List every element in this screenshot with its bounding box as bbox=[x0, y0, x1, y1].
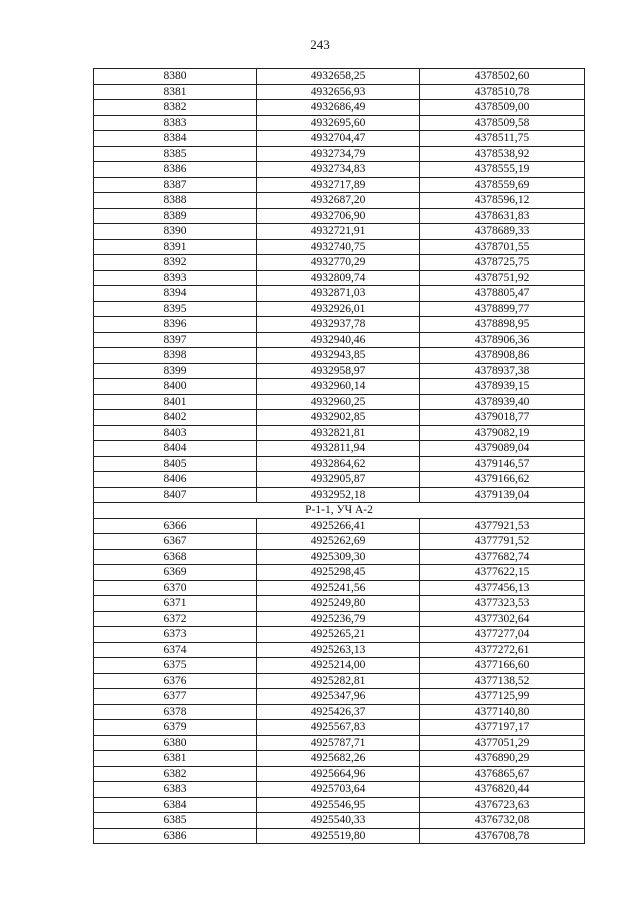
x-coordinate-cell: 4932656,93 bbox=[257, 84, 420, 100]
y-coordinate-cell: 4377125,99 bbox=[420, 689, 585, 705]
y-coordinate-cell: 4379146,57 bbox=[420, 456, 585, 472]
y-coordinate-cell: 4378631,83 bbox=[420, 208, 585, 224]
x-coordinate-cell: 4932937,78 bbox=[257, 317, 420, 333]
point-number-cell: 8394 bbox=[94, 286, 257, 302]
point-number-cell: 8387 bbox=[94, 177, 257, 193]
point-number-cell: 8392 bbox=[94, 255, 257, 271]
x-coordinate-cell: 4932721,91 bbox=[257, 224, 420, 240]
table-row bbox=[94, 348, 585, 364]
point-number-cell: 6378 bbox=[94, 704, 257, 720]
y-coordinate-cell: 4378689,33 bbox=[420, 224, 585, 240]
table-row bbox=[94, 797, 585, 813]
point-number-cell: 8390 bbox=[94, 224, 257, 240]
table-row bbox=[94, 239, 585, 255]
x-coordinate-cell: 4925266,41 bbox=[257, 518, 420, 534]
x-coordinate-cell: 4932687,20 bbox=[257, 193, 420, 209]
x-coordinate-cell: 4932740,75 bbox=[257, 239, 420, 255]
table-row bbox=[94, 301, 585, 317]
x-coordinate-cell: 4932905,87 bbox=[257, 472, 420, 488]
table-row bbox=[94, 193, 585, 209]
point-number-cell: 8401 bbox=[94, 394, 257, 410]
table-row bbox=[94, 456, 585, 472]
table-row bbox=[94, 100, 585, 116]
x-coordinate-cell: 4932734,79 bbox=[257, 146, 420, 162]
x-coordinate-cell: 4925249,80 bbox=[257, 596, 420, 612]
point-number-cell: 8384 bbox=[94, 131, 257, 147]
point-number-cell: 6379 bbox=[94, 720, 257, 736]
x-coordinate-cell: 4932952,18 bbox=[257, 487, 420, 503]
point-number-cell: 6372 bbox=[94, 611, 257, 627]
table-row bbox=[94, 146, 585, 162]
point-number-cell: 6380 bbox=[94, 735, 257, 751]
y-coordinate-cell: 4378937,38 bbox=[420, 363, 585, 379]
y-coordinate-cell: 4376723,63 bbox=[420, 797, 585, 813]
table-row bbox=[94, 441, 585, 457]
point-number-cell: 6384 bbox=[94, 797, 257, 813]
point-number-cell: 6371 bbox=[94, 596, 257, 612]
y-coordinate-cell: 4376732,08 bbox=[420, 813, 585, 829]
x-coordinate-cell: 4932902,85 bbox=[257, 410, 420, 426]
table-row bbox=[94, 704, 585, 720]
table-row bbox=[94, 286, 585, 302]
x-coordinate-cell: 4925703,64 bbox=[257, 782, 420, 798]
table-row bbox=[94, 69, 585, 85]
table-row bbox=[94, 642, 585, 658]
y-coordinate-cell: 4378899,77 bbox=[420, 301, 585, 317]
point-number-cell: 8389 bbox=[94, 208, 257, 224]
y-coordinate-cell: 4378511,75 bbox=[420, 131, 585, 147]
table-row bbox=[94, 549, 585, 565]
y-coordinate-cell: 4378502,60 bbox=[420, 69, 585, 85]
x-coordinate-cell: 4932706,90 bbox=[257, 208, 420, 224]
table-row bbox=[94, 673, 585, 689]
y-coordinate-cell: 4377197,17 bbox=[420, 720, 585, 736]
x-coordinate-cell: 4932926,01 bbox=[257, 301, 420, 317]
point-number-cell: 6368 bbox=[94, 549, 257, 565]
x-coordinate-cell: 4932809,74 bbox=[257, 270, 420, 286]
y-coordinate-cell: 4377682,74 bbox=[420, 549, 585, 565]
table-row bbox=[94, 270, 585, 286]
x-coordinate-cell: 4932770,29 bbox=[257, 255, 420, 271]
table-row bbox=[94, 394, 585, 410]
x-coordinate-cell: 4932695,60 bbox=[257, 115, 420, 131]
point-number-cell: 8405 bbox=[94, 456, 257, 472]
y-coordinate-cell: 4379082,19 bbox=[420, 425, 585, 441]
y-coordinate-cell: 4377323,53 bbox=[420, 596, 585, 612]
x-coordinate-cell: 4932958,97 bbox=[257, 363, 420, 379]
x-coordinate-cell: 4925309,30 bbox=[257, 549, 420, 565]
table-row bbox=[94, 813, 585, 829]
y-coordinate-cell: 4379139,04 bbox=[420, 487, 585, 503]
y-coordinate-cell: 4378509,00 bbox=[420, 100, 585, 116]
y-coordinate-cell: 4378908,86 bbox=[420, 348, 585, 364]
point-number-cell: 8386 bbox=[94, 162, 257, 178]
point-number-cell: 6383 bbox=[94, 782, 257, 798]
point-number-cell: 6366 bbox=[94, 518, 257, 534]
table-row bbox=[94, 689, 585, 705]
point-number-cell: 6377 bbox=[94, 689, 257, 705]
point-number-cell: 8391 bbox=[94, 239, 257, 255]
table-row bbox=[94, 332, 585, 348]
x-coordinate-cell: 4925426,37 bbox=[257, 704, 420, 720]
point-number-cell: 8380 bbox=[94, 69, 257, 85]
table-row bbox=[94, 177, 585, 193]
y-coordinate-cell: 4376865,67 bbox=[420, 766, 585, 782]
y-coordinate-cell: 4378725,75 bbox=[420, 255, 585, 271]
y-coordinate-cell: 4378538,92 bbox=[420, 146, 585, 162]
point-number-cell: 6385 bbox=[94, 813, 257, 829]
point-number-cell: 8395 bbox=[94, 301, 257, 317]
y-coordinate-cell: 4377166,60 bbox=[420, 658, 585, 674]
table-row bbox=[94, 208, 585, 224]
y-coordinate-cell: 4378510,78 bbox=[420, 84, 585, 100]
point-number-cell: 8385 bbox=[94, 146, 257, 162]
point-number-cell: 8403 bbox=[94, 425, 257, 441]
table-row bbox=[94, 751, 585, 767]
point-number-cell: 6369 bbox=[94, 565, 257, 581]
table-row bbox=[94, 580, 585, 596]
point-number-cell: 6374 bbox=[94, 642, 257, 658]
y-coordinate-cell: 4376820,44 bbox=[420, 782, 585, 798]
point-number-cell: 8381 bbox=[94, 84, 257, 100]
y-coordinate-cell: 4378898,95 bbox=[420, 317, 585, 333]
x-coordinate-cell: 4932686,49 bbox=[257, 100, 420, 116]
table-row bbox=[94, 658, 585, 674]
x-coordinate-cell: 4932658,25 bbox=[257, 69, 420, 85]
table-row bbox=[94, 766, 585, 782]
point-number-cell: 8400 bbox=[94, 379, 257, 395]
x-coordinate-cell: 4925241,56 bbox=[257, 580, 420, 596]
point-number-cell: 6376 bbox=[94, 673, 257, 689]
y-coordinate-cell: 4377302,64 bbox=[420, 611, 585, 627]
x-coordinate-cell: 4925682,26 bbox=[257, 751, 420, 767]
page-number: 243 bbox=[310, 37, 330, 52]
x-coordinate-cell: 4925787,71 bbox=[257, 735, 420, 751]
y-coordinate-cell: 4378939,15 bbox=[420, 379, 585, 395]
x-coordinate-cell: 4925263,13 bbox=[257, 642, 420, 658]
x-coordinate-cell: 4925664,96 bbox=[257, 766, 420, 782]
table-row bbox=[94, 720, 585, 736]
table-row bbox=[94, 782, 585, 798]
table-row bbox=[94, 828, 585, 844]
y-coordinate-cell: 4378805,47 bbox=[420, 286, 585, 302]
x-coordinate-cell: 4925236,79 bbox=[257, 611, 420, 627]
point-number-cell: 6367 bbox=[94, 534, 257, 550]
point-number-cell: 6381 bbox=[94, 751, 257, 767]
point-number-cell: 8397 bbox=[94, 332, 257, 348]
table-row bbox=[94, 518, 585, 534]
section-heading-row bbox=[94, 503, 585, 519]
point-number-cell: 8393 bbox=[94, 270, 257, 286]
table-row bbox=[94, 131, 585, 147]
point-number-cell: 8404 bbox=[94, 441, 257, 457]
point-number-cell: 8407 bbox=[94, 487, 257, 503]
x-coordinate-cell: 4932864,62 bbox=[257, 456, 420, 472]
point-number-cell: 6382 bbox=[94, 766, 257, 782]
x-coordinate-cell: 4925546,95 bbox=[257, 797, 420, 813]
x-coordinate-cell: 4925262,69 bbox=[257, 534, 420, 550]
y-coordinate-cell: 4377277,04 bbox=[420, 627, 585, 643]
point-number-cell: 8399 bbox=[94, 363, 257, 379]
coordinates-table bbox=[93, 68, 585, 844]
y-coordinate-cell: 4378596,12 bbox=[420, 193, 585, 209]
table-row bbox=[94, 596, 585, 612]
coordinates-table-body bbox=[94, 69, 585, 844]
y-coordinate-cell: 4378906,36 bbox=[420, 332, 585, 348]
point-number-cell: 8396 bbox=[94, 317, 257, 333]
table-row bbox=[94, 565, 585, 581]
point-number-cell: 8388 bbox=[94, 193, 257, 209]
y-coordinate-cell: 4378939,40 bbox=[420, 394, 585, 410]
table-row bbox=[94, 627, 585, 643]
x-coordinate-cell: 4925298,45 bbox=[257, 565, 420, 581]
table-row bbox=[94, 317, 585, 333]
x-coordinate-cell: 4932821,81 bbox=[257, 425, 420, 441]
y-coordinate-cell: 4379018,77 bbox=[420, 410, 585, 426]
y-coordinate-cell: 4376708,78 bbox=[420, 828, 585, 844]
point-number-cell: 8383 bbox=[94, 115, 257, 131]
y-coordinate-cell: 4378751,92 bbox=[420, 270, 585, 286]
y-coordinate-cell: 4378701,55 bbox=[420, 239, 585, 255]
x-coordinate-cell: 4932960,25 bbox=[257, 394, 420, 410]
section-heading: Р-1-1, УЧ А-2 bbox=[94, 503, 585, 519]
x-coordinate-cell: 4932943,85 bbox=[257, 348, 420, 364]
y-coordinate-cell: 4377140,80 bbox=[420, 704, 585, 720]
table-row bbox=[94, 255, 585, 271]
point-number-cell: 8406 bbox=[94, 472, 257, 488]
y-coordinate-cell: 4378555,19 bbox=[420, 162, 585, 178]
y-coordinate-cell: 4377791,52 bbox=[420, 534, 585, 550]
point-number-cell: 8382 bbox=[94, 100, 257, 116]
x-coordinate-cell: 4932717,89 bbox=[257, 177, 420, 193]
y-coordinate-cell: 4378559,69 bbox=[420, 177, 585, 193]
point-number-cell: 8402 bbox=[94, 410, 257, 426]
table-row bbox=[94, 363, 585, 379]
x-coordinate-cell: 4925347,96 bbox=[257, 689, 420, 705]
x-coordinate-cell: 4925519,80 bbox=[257, 828, 420, 844]
table-row bbox=[94, 224, 585, 240]
x-coordinate-cell: 4925265,21 bbox=[257, 627, 420, 643]
x-coordinate-cell: 4932871,03 bbox=[257, 286, 420, 302]
table-row bbox=[94, 472, 585, 488]
point-number-cell: 8398 bbox=[94, 348, 257, 364]
table-row bbox=[94, 115, 585, 131]
table-row bbox=[94, 487, 585, 503]
x-coordinate-cell: 4932811,94 bbox=[257, 441, 420, 457]
table-row bbox=[94, 410, 585, 426]
point-number-cell: 6375 bbox=[94, 658, 257, 674]
table-row bbox=[94, 735, 585, 751]
x-coordinate-cell: 4925214,00 bbox=[257, 658, 420, 674]
x-coordinate-cell: 4932940,46 bbox=[257, 332, 420, 348]
table-row bbox=[94, 84, 585, 100]
table-row bbox=[94, 611, 585, 627]
y-coordinate-cell: 4379166,62 bbox=[420, 472, 585, 488]
y-coordinate-cell: 4377622,15 bbox=[420, 565, 585, 581]
x-coordinate-cell: 4932704,47 bbox=[257, 131, 420, 147]
x-coordinate-cell: 4925282,81 bbox=[257, 673, 420, 689]
y-coordinate-cell: 4377456,13 bbox=[420, 580, 585, 596]
point-number-cell: 6370 bbox=[94, 580, 257, 596]
y-coordinate-cell: 4377921,53 bbox=[420, 518, 585, 534]
table-row bbox=[94, 162, 585, 178]
y-coordinate-cell: 4377138,52 bbox=[420, 673, 585, 689]
y-coordinate-cell: 4377051,29 bbox=[420, 735, 585, 751]
point-number-cell: 6373 bbox=[94, 627, 257, 643]
x-coordinate-cell: 4925540,33 bbox=[257, 813, 420, 829]
table-row bbox=[94, 425, 585, 441]
table-row bbox=[94, 379, 585, 395]
x-coordinate-cell: 4932960,14 bbox=[257, 379, 420, 395]
y-coordinate-cell: 4378509,58 bbox=[420, 115, 585, 131]
y-coordinate-cell: 4376890,29 bbox=[420, 751, 585, 767]
table-row bbox=[94, 534, 585, 550]
point-number-cell: 6386 bbox=[94, 828, 257, 844]
x-coordinate-cell: 4932734,83 bbox=[257, 162, 420, 178]
y-coordinate-cell: 4379089,04 bbox=[420, 441, 585, 457]
x-coordinate-cell: 4925567,83 bbox=[257, 720, 420, 736]
y-coordinate-cell: 4377272,61 bbox=[420, 642, 585, 658]
